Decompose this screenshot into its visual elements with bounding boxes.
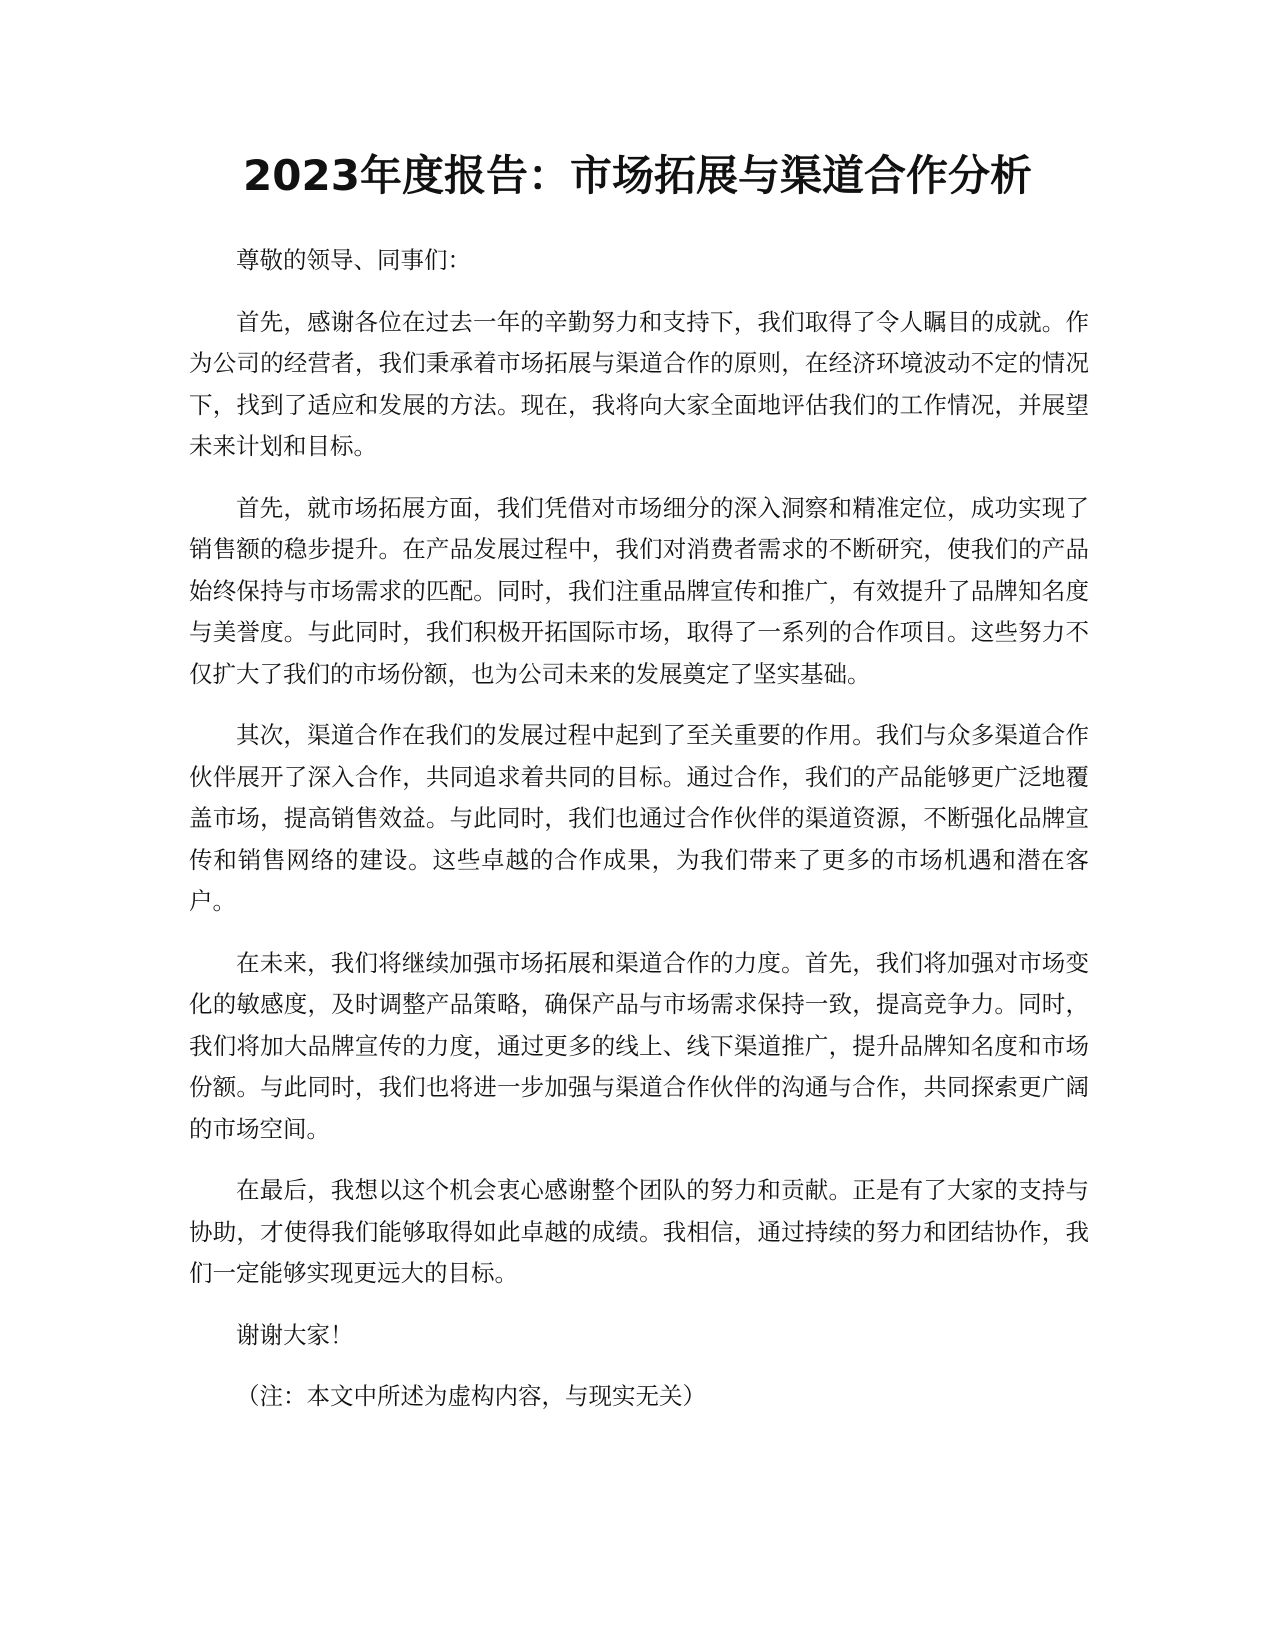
- document-body: [189, 240, 1089, 1438]
- paragraph-closing-thanks: 在最后，我想以这个机会衷心感谢整个团队的努力和贡献。正是有了大家的支持与协助，才使得我们能够取得如此卓越的成绩。我相信，通过持续的努力和团结协作，我们一定能够实现更远大的目标。: [189, 1176, 1089, 1287]
- salutation: 尊敬的领导、同事们：: [236, 246, 471, 274]
- disclaimer-note: （注：本文中所述为虚构内容，与现实无关）: [236, 1382, 706, 1410]
- paragraph-thanks: 首先，感谢各位在过去一年的辛勤努力和支持下，我们取得了令人瞩目的成就。作为公司的经营者，我们秉承着市场拓展与渠道合作的原则，在经济环境波动不定的情况下，找到了适应和发展的方法。现在，我将向大家全面地评估我们的工作情况，并展望未来计划和目标。: [189, 307, 1089, 460]
- paragraph-market-expansion: 首先，就市场拓展方面，我们凭借对市场细分的深入洞察和精准定位，成功实现了销售额的稳步提升。在产品发展过程中，我们对消费者需求的不断研究，使我们的产品始终保持与市场需求的匹配。同时，我们注重品牌宣传和推广，有效提升了品牌知名度与美誉度。与此同时，我们积极开拓国际市场，取得了一系列的合作项目。这些努力不仅扩大了我们的市场份额，也为公司未来的发展奠定了坚实基础。: [189, 493, 1089, 688]
- paragraph-channel-cooperation: 其次，渠道合作在我们的发展过程中起到了至关重要的作用。我们与众多渠道合作伙伴展开了深入合作，共同追求着共同的目标。通过合作，我们的产品能够更广泛地覆盖市场，提高销售效益。与此同时，我们也通过合作伙伴的渠道资源，不断强化品牌宣传和销售网络的建设。这些卓越的合作成果，为我们带来了更多的市场机遇和潜在客户。: [189, 721, 1089, 915]
- paragraph-future-plans: 在未来，我们将继续加强市场拓展和渠道合作的力度。首先，我们将加强对市场变化的敏感度，及时调整产品策略，确保产品与市场需求保持一致，提高竞争力。同时，我们将加大品牌宣传的力度，通过更多的线上、线下渠道推广，提升品牌知名度和市场份额。与此同时，我们也将进一步加强与渠道合作伙伴的沟通与合作，共同探索更广阔的市场空间。: [189, 948, 1089, 1143]
- document-title: 2023年度报告：市场拓展与渠道合作分析: [243, 151, 1032, 200]
- closing-line: 谢谢大家！: [236, 1320, 354, 1349]
